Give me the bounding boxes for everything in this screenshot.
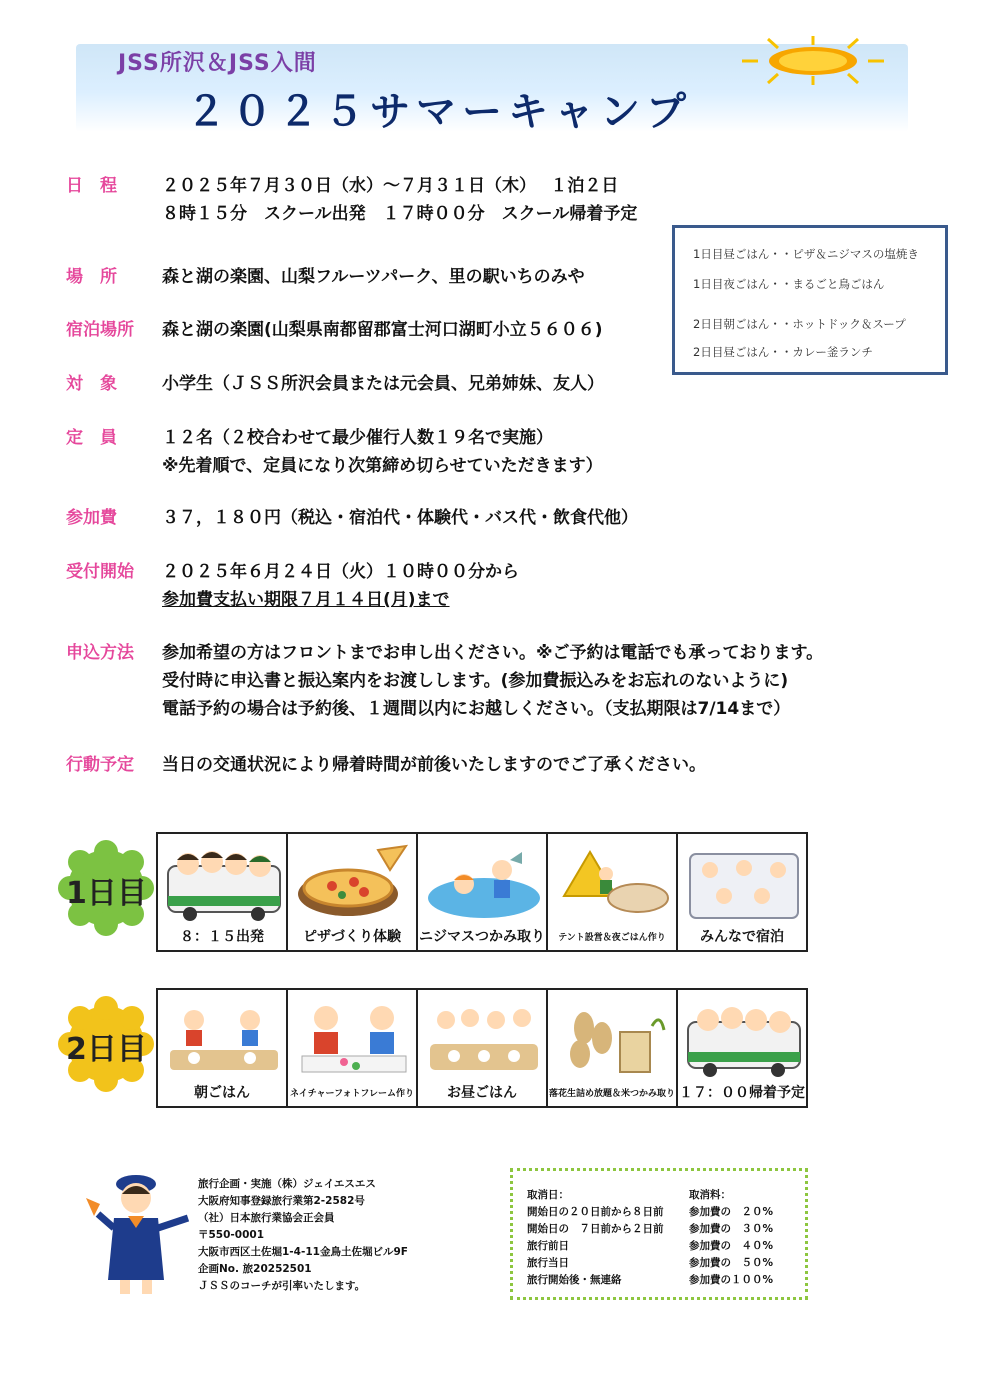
day2-activities: [156, 988, 808, 1108]
tent-icon: [554, 840, 674, 922]
activity-caption: １７：００帰着予定: [679, 1085, 805, 1101]
reception-label: 受付開始: [66, 562, 134, 582]
cancel-fee: 参加費の ２０%: [689, 1206, 774, 1218]
lodging-label: 宿泊場所: [66, 320, 134, 340]
day1-activity: [418, 834, 548, 950]
activity-caption: ピザづくり体験: [303, 929, 401, 945]
apply-line-1: 参加希望の方はフロントまでお申し出ください。※ご予約は電話でも承っております。: [162, 643, 824, 663]
meal-item: 1日目夜ごはん・・まるごと鳥ごはん: [693, 277, 885, 291]
cancel-when: 開始日の ７日前から２日前: [527, 1223, 664, 1235]
day1-activity: [548, 834, 678, 950]
capacity-label: 定 員: [66, 428, 117, 448]
activity-caption: お昼ごはん: [447, 1085, 517, 1101]
meal-item: 2日目朝ごはん・・ホットドック＆スープ: [693, 317, 906, 331]
footer-line: 大阪市西区土佐堀1-4-11金鳥土佐堀ビル9F: [198, 1246, 408, 1258]
activity-caption: 朝ごはん: [194, 1085, 250, 1101]
day1-activity: [678, 834, 806, 950]
day2-activity: [418, 990, 548, 1106]
payment-deadline: 参加費支払い期限７月１４日(月)まで: [162, 590, 450, 610]
footer-line: 企画No. 旅20252501: [198, 1263, 312, 1275]
fish-catching-icon: [424, 840, 544, 922]
plan-value: 当日の交通状況により帰着時間が前後いたしますのでご了承ください。: [162, 755, 706, 775]
day1-activities: [156, 832, 808, 952]
cancel-when: 旅行当日: [527, 1257, 569, 1269]
place-value: 森と湖の楽園、山梨フルーツパーク、里の駅いちのみや: [162, 267, 585, 287]
cancel-when: 開始日の２０日前から８日前: [527, 1206, 664, 1218]
meal-menu-box: [672, 225, 948, 375]
cancel-when: 旅行前日: [527, 1240, 569, 1252]
activity-caption: 落花生詰め放題＆米つかみ取り: [548, 1089, 675, 1099]
cancel-when: 旅行開始後・無連絡: [527, 1274, 622, 1286]
fee-label: 参加費: [66, 508, 117, 528]
schedule-times: ８時１５分 スクール出発 １７時００分 スクール帰着予定: [162, 204, 638, 224]
capacity-note: ※先着順で、定員になり次第締め切らせていただきます）: [162, 456, 603, 476]
apply-label: 申込方法: [66, 643, 134, 663]
meal-item: 1日目昼ごはん・・ピザ＆ニジマスの塩焼き: [693, 247, 919, 261]
fee-value: ３７，１８０円（税込・宿泊代・体験代・バス代・飲食代他）: [162, 508, 638, 528]
sleeping-icon: [684, 840, 804, 922]
tour-guide-icon: [84, 1168, 194, 1296]
day1-activity: [158, 834, 288, 950]
day1-badge: 1日目: [66, 876, 147, 911]
meal-item: 2日目昼ごはん・・カレー釜ランチ: [693, 345, 873, 359]
footer-line: 〒550-0001: [198, 1229, 264, 1241]
cancellation-policy: [510, 1168, 808, 1300]
organizer-name: JSS所沢＆JSS入間: [118, 51, 317, 76]
sun-icon: [738, 36, 888, 86]
footer-line: 旅行企画・実施（株）ジェイエスエス: [198, 1178, 376, 1190]
plan-label: 行動予定: [66, 755, 134, 775]
day2-activity: [678, 990, 806, 1106]
activity-caption: テント設営＆夜ごはん作り: [558, 933, 666, 943]
place-label: 場 所: [66, 267, 117, 287]
bus-icon: [164, 840, 284, 922]
cancel-fee: 参加費の ３０%: [689, 1223, 774, 1235]
activity-caption: みんなで宿泊: [700, 929, 784, 945]
breakfast-icon: [164, 996, 284, 1078]
cancel-head-date: 取消日：: [527, 1189, 569, 1201]
apply-line-3: 電話予約の場合は予約後、１週間以内にお越しください。（支払期限は7/14まで）: [162, 699, 791, 719]
footer-line: 大阪府知事登録旅行業第2-2582号: [198, 1195, 365, 1207]
page-title: ２０２５サマーキャンプ: [186, 89, 692, 135]
day2-badge: 2日目: [66, 1032, 147, 1067]
apply-line-2: 受付時に申込書と振込案内をお渡しします。(参加費振込みをお忘れのないように): [162, 671, 789, 691]
day2-activity: [158, 990, 288, 1106]
schedule-label: 日 程: [66, 176, 117, 196]
target-value: 小学生（ＪＳＳ所沢会員または元会員、兄弟姉妹、友人）: [162, 374, 604, 394]
photo-frame-craft-icon: [294, 996, 414, 1078]
bus-return-icon: [684, 996, 804, 1078]
cancel-fee: 参加費の ４０%: [689, 1240, 774, 1252]
reception-start: ２０２５年６月２４日（火）１０時００分から: [162, 562, 519, 582]
peanuts-rice-icon: [554, 996, 674, 1078]
activity-caption: ニジマスつかみ取り: [419, 929, 545, 945]
activity-caption: ８：１５出発: [180, 929, 264, 945]
activity-caption: ネイチャーフォトフレーム作り: [289, 1089, 415, 1099]
capacity-value: １２名（２校合わせて最少催行人数１９名で実施）: [162, 428, 553, 448]
footer-line: ＪＳＳのコーチが引率いたします。: [198, 1280, 366, 1292]
lodging-value: 森と湖の楽園(山梨県南都留郡富士河口湖町小立５６０６): [162, 320, 603, 340]
day1-activity: [288, 834, 418, 950]
pizza-icon: [294, 840, 414, 922]
lunch-icon: [424, 996, 544, 1078]
cancel-fee: 参加費の１００%: [689, 1274, 774, 1286]
schedule-dates: ２０２５年７月３０日（水）～７月３１日（木） １泊２日: [162, 176, 619, 196]
cancel-fee: 参加費の ５０%: [689, 1257, 774, 1269]
day2-activity: [288, 990, 418, 1106]
day2-activity: [548, 990, 678, 1106]
cancel-head-fee: 取消料：: [689, 1189, 731, 1201]
footer-line: （社）日本旅行業協会正会員: [198, 1212, 335, 1224]
target-label: 対 象: [66, 374, 117, 394]
